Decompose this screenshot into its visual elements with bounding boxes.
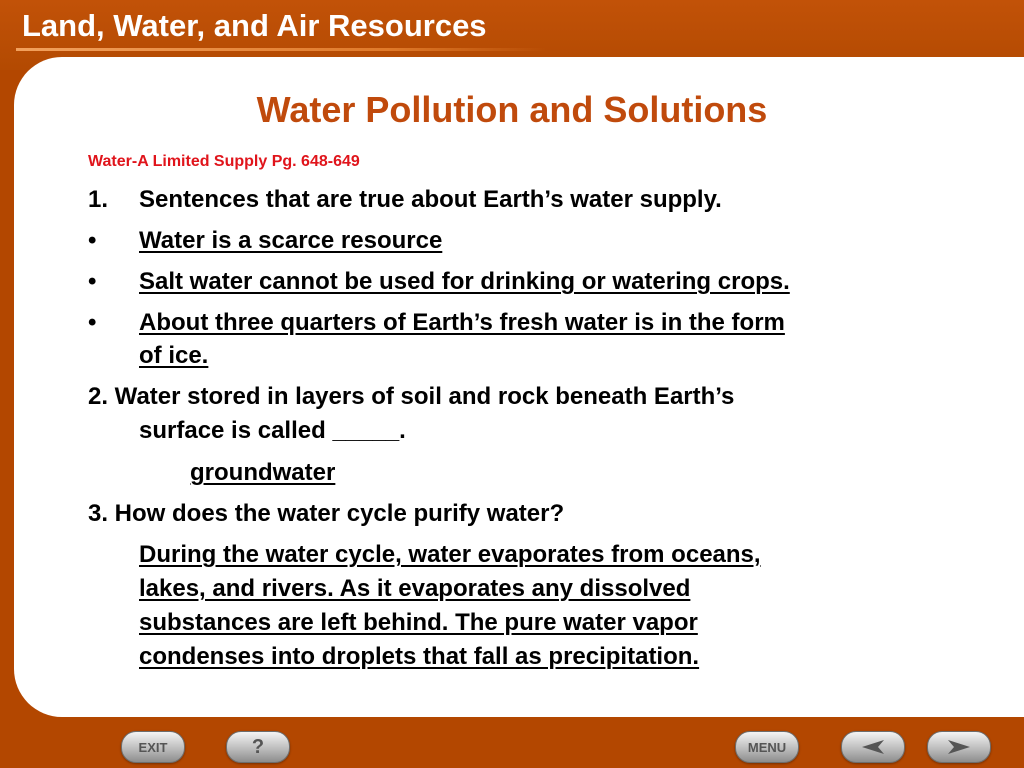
bullet: • — [88, 227, 97, 254]
q3-question: 3. How does the water cycle purify water? — [88, 500, 565, 527]
q3-answer-line-3: substances are left behind. The pure water vapor — [139, 609, 698, 636]
arrow-right-icon — [946, 739, 972, 755]
q2-answer: groundwater — [190, 459, 336, 486]
q3-answer-line-4: condenses into droplets that fall as precipitation. — [139, 643, 700, 670]
menu-button[interactable] — [735, 731, 799, 763]
q1-text: Sentences that are true about Earth’s water supply. — [139, 186, 722, 213]
exit-button-label: EXIT — [138, 739, 168, 755]
q1-answer-2: Salt water cannot be used for drinking or watering crops. — [139, 268, 790, 295]
bullet: • — [88, 268, 97, 295]
q1-number: 1. — [88, 186, 109, 213]
back-button[interactable] — [841, 731, 905, 763]
help-button[interactable] — [226, 731, 290, 763]
arrow-left-icon — [860, 739, 886, 755]
q1-answer-1: Water is a scarce resource — [139, 227, 443, 254]
q2-text-line-1: 2. Water stored in layers of soil and rock beneath Earth’s — [88, 383, 735, 410]
app-title: Land, Water, and Air Resources — [22, 8, 487, 43]
slide-title: Water Pollution and Solutions — [256, 89, 768, 130]
q2-text-line-2: surface is called _____. — [139, 417, 406, 444]
bullet: • — [88, 309, 97, 336]
next-button[interactable] — [927, 731, 991, 763]
q3-answer-line-2: lakes, and rivers. As it evaporates any dissolved — [139, 575, 691, 602]
exit-button[interactable] — [121, 731, 185, 763]
help-button-label: ? — [251, 735, 265, 758]
q3-answer-line-1: During the water cycle, water evaporates from oceans, — [139, 541, 761, 568]
slide-subtitle: Water-A Limited Supply Pg. 648-649 — [88, 153, 360, 170]
q1-answer-3-cont: of ice. — [139, 342, 209, 369]
menu-button-label: MENU — [747, 739, 787, 755]
q1-answer-3: About three quarters of Earth’s fresh water is in the form — [139, 309, 785, 336]
